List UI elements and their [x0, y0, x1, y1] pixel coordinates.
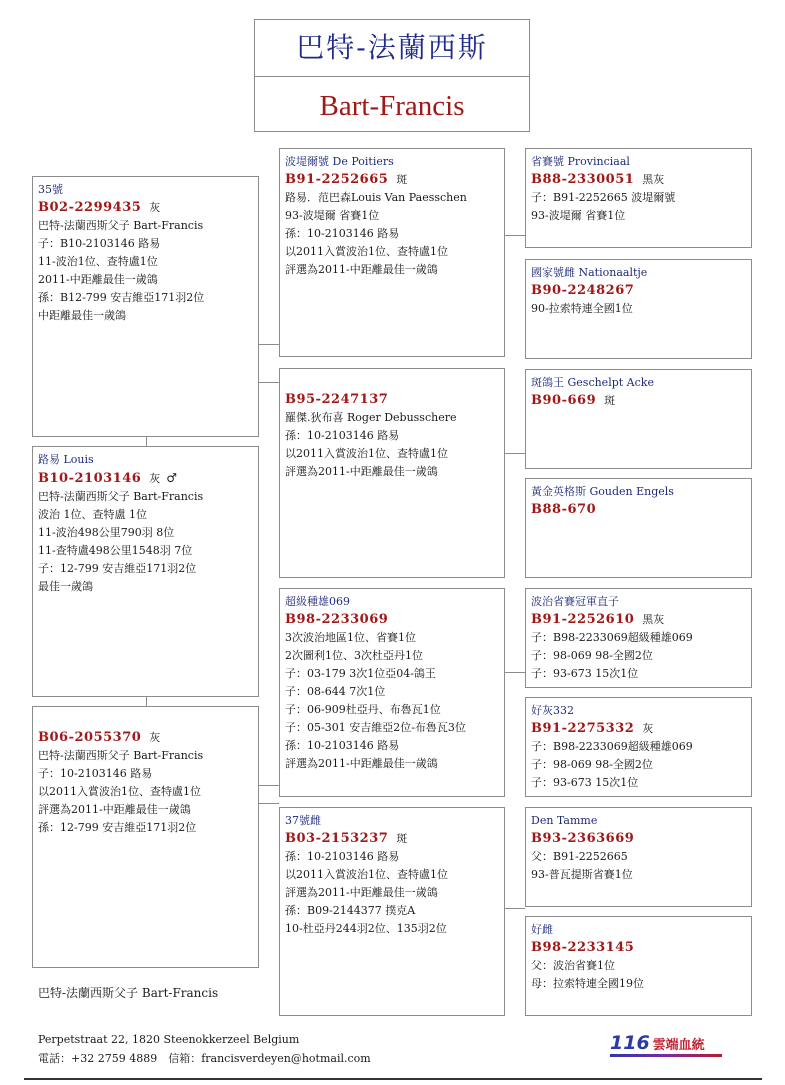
info-line: 中距離最佳一歲鴿: [38, 309, 126, 322]
title-english: Bart-Francis: [319, 90, 465, 122]
ring-number: B88-670: [531, 502, 597, 517]
info-line: 子：98-069 98-全國2位: [531, 758, 653, 771]
pedigree-box-dds: [525, 807, 752, 907]
info-line: 子：03-179 3次1位亞04-鴿王: [285, 667, 436, 680]
ring-number: B95-2247137: [285, 392, 389, 407]
pigeon-name: 好雌: [531, 923, 553, 936]
info-line: 2次圖利1位、3次杜亞丹1位: [285, 649, 423, 662]
info-line: 母：拉索特連全國19位: [531, 977, 644, 990]
pedigree-box-sire-sire: [279, 148, 505, 357]
info-line: 93-波堤爾 省賽1位: [531, 209, 626, 222]
info-line: 2011-中距離最佳一歲鴿: [38, 273, 158, 286]
pigeon-name: [38, 711, 253, 729]
pigeon-color: 灰: [642, 722, 654, 735]
info-line: 10-杜亞丹244羽2位、135羽2位: [285, 922, 447, 935]
ring-number: B88-2330051: [531, 172, 635, 187]
info-line: 90-拉索特連全國1位: [531, 302, 633, 315]
ring-number: B90-2248267: [531, 283, 635, 298]
info-line: 子：10-2103146 路易: [38, 767, 153, 780]
logo-number: 116: [610, 1032, 650, 1054]
pigeon-name: 好灰332: [531, 704, 574, 717]
ring-number: B03-2153237: [285, 831, 389, 846]
logo: [610, 1032, 725, 1058]
pigeon-name: 波治省賽冠軍直子: [531, 595, 619, 608]
info-line: 子：08-644 7次1位: [285, 685, 386, 698]
info-line: 評選為2011-中距離最佳一歲鴿: [285, 757, 438, 770]
info-line: 評選為2011-中距離最佳一歲鴿: [285, 886, 438, 899]
pigeon-color: 灰: [149, 201, 161, 214]
connector-line: [259, 803, 279, 804]
ring-number: B91-2252610: [531, 612, 635, 627]
ring-number: B91-2252665: [285, 172, 389, 187]
pigeon-name: 超級種雄069: [285, 595, 350, 608]
info-line: 巴特-法蘭西斯父子 Bart-Francis: [38, 749, 204, 762]
pigeon-name: [285, 373, 499, 391]
info-line: 子：93-673 15次1位: [531, 776, 639, 789]
connector-line: [505, 908, 525, 909]
connector-line: [259, 382, 279, 383]
info-line: 孫：10-2103146 路易: [285, 429, 400, 442]
info-line: 父：B91-2252665: [531, 850, 628, 863]
info-line: 子：B91-2252665 波堤爾號: [531, 191, 676, 204]
info-line: 孫：B09-2144377 撲克A: [285, 904, 416, 917]
connector-line: [505, 453, 525, 454]
info-line: 子：12-799 安吉維亞171羽2位: [38, 562, 197, 575]
pigeon-name: 省賽號 Provinciaal: [531, 155, 630, 168]
connector-line: [146, 697, 147, 706]
owner-name: 巴特-法蘭西斯父子 Bart-Francis: [38, 986, 219, 1000]
pedigree-box-dam: [32, 706, 259, 968]
info-line: 子：B98-2233069超級種雄069: [531, 631, 693, 644]
connector-line: [146, 437, 147, 446]
info-line: 子：05-301 安吉維亞2位-布魯瓦3位: [285, 721, 466, 734]
connector-line: [259, 344, 279, 345]
connector-line: [505, 672, 525, 673]
info-line: 3次波治地區1位、省賽1位: [285, 631, 416, 644]
title-chinese: 巴特-法蘭西斯: [255, 20, 529, 77]
info-line: 11-波治1位、查特盧1位: [38, 255, 158, 268]
info-line: 羅傑.狄布喜 Roger Debusschere: [285, 411, 457, 424]
info-line: 父：波治省賽1位: [531, 959, 615, 972]
info-line: 孫：10-2103146 路易: [285, 739, 400, 752]
info-line: 11-查特盧498公里1548羽 7位: [38, 544, 193, 557]
info-line: 巴特-法蘭西斯父子 Bart-Francis: [38, 219, 204, 232]
ring-number: B91-2275332: [531, 721, 635, 736]
pedigree-box-sdd: [525, 478, 752, 578]
info-line: 以2011入賞波治1位、查特盧1位: [285, 868, 448, 881]
contact-info: 電話：+32 2759 4889 信箱：francisverdeyen@hotmail.com: [38, 1052, 371, 1065]
pigeon-color: 斑: [396, 832, 408, 845]
pedigree-box-dam-dam: [279, 807, 505, 1016]
logo-text: 雲端血統: [652, 1038, 705, 1053]
ring-number: B02-2299435: [38, 200, 142, 215]
info-line: 路易．范巴森Louis Van Paesschen: [285, 191, 467, 204]
pedigree-box-ssd: [525, 259, 752, 359]
info-line: 11-波治498公里790羽 8位: [38, 526, 175, 539]
pedigree-box-sire: [32, 176, 259, 437]
connector-line: [259, 785, 279, 786]
info-line: 評選為2011-中距離最佳一歲鴿: [38, 803, 191, 816]
pedigree-box-dam-sire: [279, 588, 505, 797]
info-line: 孫：10-2103146 路易: [285, 227, 400, 240]
info-line: 以2011入賞波治1位、查特盧1位: [285, 447, 448, 460]
ring-number: B98-2233145: [531, 940, 635, 955]
pedigree-box-sire-dam: [279, 368, 505, 578]
pedigree-box-sss: [525, 148, 752, 248]
pigeon-color: 黑灰: [642, 613, 665, 626]
ring-number: B10-2103146: [38, 471, 142, 486]
info-line: 波治 1位、查特盧 1位: [38, 508, 147, 521]
pigeon-color: 灰: [149, 731, 161, 744]
info-line: 93-波堤爾 省賽1位: [285, 209, 380, 222]
pigeon-name: 波堤爾號 De Poitiers: [285, 155, 394, 168]
pedigree-box-sds: [525, 369, 752, 469]
info-line: 評選為2011-中距離最佳一歲鴿: [285, 263, 438, 276]
pedigree-box-subject: [32, 446, 259, 697]
pigeon-color: 灰: [149, 472, 161, 485]
pigeon-name: 37號雌: [285, 814, 321, 827]
pigeon-name: 黃金英格斯 Gouden Engels: [531, 485, 674, 498]
ring-number: B98-2233069: [285, 612, 389, 627]
ring-number: B90-669: [531, 393, 597, 408]
pigeon-name: 斑鴿王 Geschelpt Acke: [531, 376, 654, 389]
info-line: 子：B98-2233069超級種雄069: [531, 740, 693, 753]
pigeon-color: 斑: [396, 173, 408, 186]
ring-number: B06-2055370: [38, 730, 142, 745]
title-block: [254, 19, 530, 132]
info-line: 孫：12-799 安吉維亞171羽2位: [38, 821, 197, 834]
pigeon-color: 斑: [604, 394, 616, 407]
pedigree-box-ddd: [525, 916, 752, 1016]
male-symbol-icon: ♂: [166, 471, 178, 485]
info-line: 評選為2011-中距離最佳一歲鴿: [285, 465, 438, 478]
info-line: 子：98-069 98-全國2位: [531, 649, 653, 662]
connector-line: [505, 235, 525, 236]
pigeon-name: 路易 Louis: [38, 453, 94, 466]
pigeon-color: 黑灰: [642, 173, 665, 186]
pigeon-name: 國家號雌 Nationaaltje: [531, 266, 648, 279]
address: Perpetstraat 22, 1820 Steenokkerzeel Belgium: [38, 1033, 300, 1046]
info-line: 最佳一歲鴿: [38, 580, 93, 593]
pigeon-name: Den Tamme: [531, 814, 598, 827]
ring-number: B93-2363669: [531, 831, 635, 846]
info-line: 子：B10-2103146 路易: [38, 237, 161, 250]
info-line: 巴特-法蘭西斯父子 Bart-Francis: [38, 490, 204, 503]
info-line: 子：93-673 15次1位: [531, 667, 639, 680]
info-line: 93-普瓦提斯省賽1位: [531, 868, 633, 881]
info-line: 以2011入賞波治1位、查特盧1位: [285, 245, 448, 258]
pedigree-box-dss: [525, 588, 752, 688]
info-line: 子：06-909杜亞丹、布魯瓦1位: [285, 703, 441, 716]
pigeon-name: 35號: [38, 183, 63, 196]
info-line: 孫：B12-799 安吉維亞171羽2位: [38, 291, 205, 304]
pedigree-box-dsd: [525, 697, 752, 797]
info-line: 孫：10-2103146 路易: [285, 850, 400, 863]
info-line: 以2011入賞波治1位、查特盧1位: [38, 785, 201, 798]
logo-underline: [610, 1054, 722, 1057]
bottom-divider: [24, 1078, 762, 1080]
